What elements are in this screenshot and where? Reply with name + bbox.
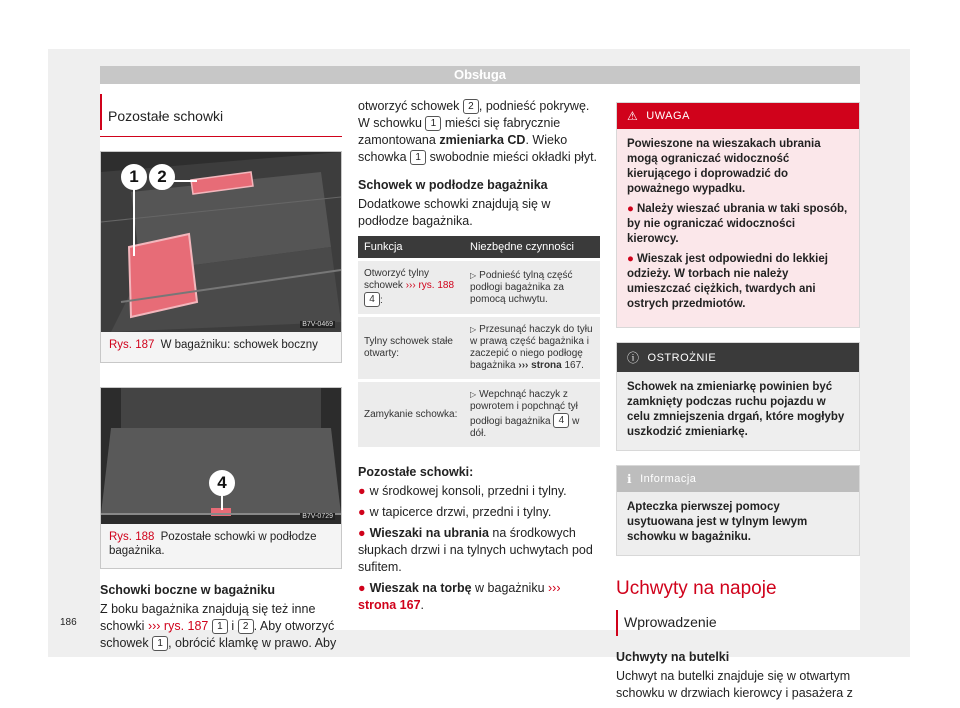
info-header	[617, 466, 859, 492]
warning-point	[627, 202, 849, 247]
column-right	[616, 84, 860, 708]
table-cell-function	[358, 260, 464, 316]
caution-body: Schowek na zmieniarkę powinien być zamknięty podczas ruchu pojazdu w celu zmniejszenia drgań, które mogłyby uszkodzić zmieniarkę.	[617, 372, 859, 450]
text: . Wieko schowka	[358, 133, 568, 164]
bullet-icon: ●	[358, 526, 366, 540]
num-badge: 2	[463, 99, 479, 114]
table-cell-action	[464, 381, 600, 448]
text: w środkowej konsoli, przedni i tylny.	[369, 484, 567, 498]
list-item	[358, 483, 600, 500]
text: :	[380, 295, 383, 306]
chapter-title: Uchwyty na napoje	[616, 578, 777, 599]
triangle-bullet-icon: ▷	[470, 270, 477, 280]
figure-label: Rys. 187	[109, 339, 155, 351]
text: w tapicerce drzwi, przedni i tylny.	[369, 505, 552, 519]
caption-text: W bagażniku: schowek boczny	[160, 339, 318, 351]
text: w bagażniku	[471, 581, 549, 595]
bullet-icon: ●	[627, 253, 634, 265]
warning-header	[617, 103, 859, 129]
caution-title: OSTROŻNIE	[647, 351, 717, 364]
list-item	[358, 504, 600, 521]
info-icon: ℹ	[627, 472, 633, 486]
page-body	[100, 84, 860, 700]
text: mieści się fabrycznie zamontowana	[358, 116, 561, 147]
text: Wepchnąć haczyk z powrotem i popchnąć tył podłogi bagażnika	[470, 389, 578, 427]
text: , obrócić klamkę w prawo. Aby	[168, 636, 337, 650]
ref-arrows: ›››	[518, 360, 529, 371]
table-cell-function: Zamykanie schowka:	[358, 381, 464, 448]
image-code: B7V-0469	[302, 321, 333, 328]
warning-point	[627, 252, 849, 312]
num-badge: 4	[364, 292, 380, 307]
text: na środkowych słupkach drzwi i na tylnych uchwytach pod sufitem.	[358, 526, 593, 574]
info-title: Informacja	[640, 473, 697, 485]
num-badge: 1	[425, 116, 441, 131]
section-rule	[100, 136, 342, 137]
text: .	[420, 598, 425, 612]
bold-text: Wieszak na torbę	[369, 581, 472, 595]
floor-storage-text: Dodatkowe schowki znajdują się w podłodze bagażnika.	[358, 197, 551, 228]
page-number: 186	[60, 617, 77, 628]
caption-text: Pozostałe schowki w podłodze bagażnika.	[109, 531, 317, 557]
bold-text: Wieszaki na ubrania	[369, 526, 489, 540]
figure-187	[100, 151, 342, 363]
figure-188-caption	[101, 524, 341, 568]
warning-triangle-icon: ⚠	[627, 109, 639, 123]
figure-188-image	[101, 388, 341, 524]
text: Z boku bagażnika znajdują się też inne schowki	[100, 602, 316, 633]
info-body: Apteczka pierwszej pomocy usytuowana jest w tylnym lewym schowku w bagażniku.	[617, 492, 859, 555]
warning-title: UWAGA	[646, 110, 690, 122]
text: i	[227, 619, 238, 633]
triangle-bullet-icon: ▷	[470, 390, 477, 399]
triangle-bullet-icon: ▷	[470, 325, 477, 334]
function-table	[358, 236, 600, 447]
table-header: Niezbędne czynności	[464, 236, 600, 260]
table-header-row	[358, 236, 600, 260]
text: Należy wieszać ubrania w taki sposób, by nie ograniczać widoczności kierowcy.	[627, 203, 848, 245]
figure-187-image	[101, 152, 341, 332]
callout-4: 4	[209, 470, 235, 496]
bullet-icon: ●	[627, 203, 634, 215]
caution-box	[616, 342, 860, 451]
warning-box	[616, 102, 860, 328]
figure-ref-link[interactable]: rys. 188	[418, 280, 455, 291]
num-badge: 2	[238, 619, 254, 634]
text: . Aby otworzyć schowek	[100, 619, 335, 650]
text: Przesunąć haczyk do tyłu w prawą część bagażnika i zaczepić o niego podłogę bagażnika	[470, 324, 593, 371]
bottle-holder-text: Uchwyt na butelki znajduje się w otwartym schowku w drzwiach kierowcy i pasażera z	[616, 669, 853, 700]
column-middle	[358, 84, 600, 618]
side-storage-heading: Schowki boczne w bagażniku	[100, 583, 276, 597]
subsection-title: Wprowadzenie	[616, 610, 860, 636]
bottle-holder-heading: Uchwyty na butelki	[616, 650, 730, 664]
text: Wieszak jest odpowiedni do lekkiej odzieży. W torbach nie należy umieszczać ciężkich, twardych ani ostrych przedmiotów.	[627, 253, 828, 310]
figure-188	[100, 387, 342, 569]
num-badge: 1	[410, 150, 426, 165]
figure-187-caption	[101, 332, 341, 362]
chapter-header: Obsługa	[100, 66, 860, 84]
text: 167.	[561, 360, 584, 371]
warning-text: Powieszone na wieszakach ubrania mogą ograniczać widoczność kierującego i doprowadzić do poważnego wypadku.	[627, 138, 821, 195]
table-cell-action	[464, 316, 600, 381]
text: otworzyć schowek	[358, 99, 463, 113]
continued-text	[358, 98, 600, 166]
bullet-icon: ●	[358, 581, 366, 595]
exclamation-circle-icon: ⓘ	[627, 351, 640, 365]
table-row	[358, 260, 600, 316]
table-row	[358, 316, 600, 381]
callout-1-leader	[133, 186, 135, 256]
bullet-icon: ●	[358, 505, 366, 519]
list-item	[358, 525, 600, 576]
table-cell-action	[464, 260, 600, 316]
list-item	[358, 580, 600, 614]
table-row	[358, 381, 600, 448]
text: Podnieść tylną część podłogi bagażnika za pomocą uchwytu.	[470, 269, 573, 305]
text: Otworzyć tylny schowek	[364, 268, 430, 291]
ref-arrows: ›››	[548, 581, 561, 595]
side-storage-text	[100, 601, 342, 652]
num-badge: 1	[152, 636, 168, 651]
text: , podnieść pokrywę. W schowku	[358, 99, 590, 130]
table-header: Funkcja	[358, 236, 464, 260]
ref-arrows: ›››	[147, 619, 161, 633]
image-code: B7V-0729	[302, 513, 333, 520]
section-title: Pozostałe schowki	[100, 94, 342, 130]
ref-arrows: ›››	[405, 280, 416, 291]
num-badge: 4	[553, 413, 569, 428]
column-left	[100, 84, 342, 658]
page-ref-link[interactable]: strona 167	[358, 598, 421, 612]
figure-label: Rys. 188	[109, 531, 155, 543]
other-storage-heading: Pozostałe schowki:	[358, 465, 474, 479]
warning-body	[617, 129, 859, 327]
figure-ref-link[interactable]: rys. 187	[163, 619, 209, 633]
text: swobodnie mieści okładki płyt.	[426, 150, 598, 164]
floor-storage-heading: Schowek w podłodze bagażnika	[358, 178, 548, 192]
bullet-icon: ●	[358, 484, 366, 498]
page-ref-link[interactable]: strona	[531, 360, 562, 371]
callout-1: 1	[121, 164, 147, 190]
callout-2: 2	[149, 164, 175, 190]
num-badge: 1	[212, 619, 228, 634]
table-cell-function: Tylny schowek stałe otwarty:	[358, 316, 464, 381]
bold-text: zmieniarka CD	[439, 133, 526, 147]
text: w dół.	[470, 416, 580, 439]
caution-header	[617, 343, 859, 372]
info-box	[616, 465, 860, 556]
